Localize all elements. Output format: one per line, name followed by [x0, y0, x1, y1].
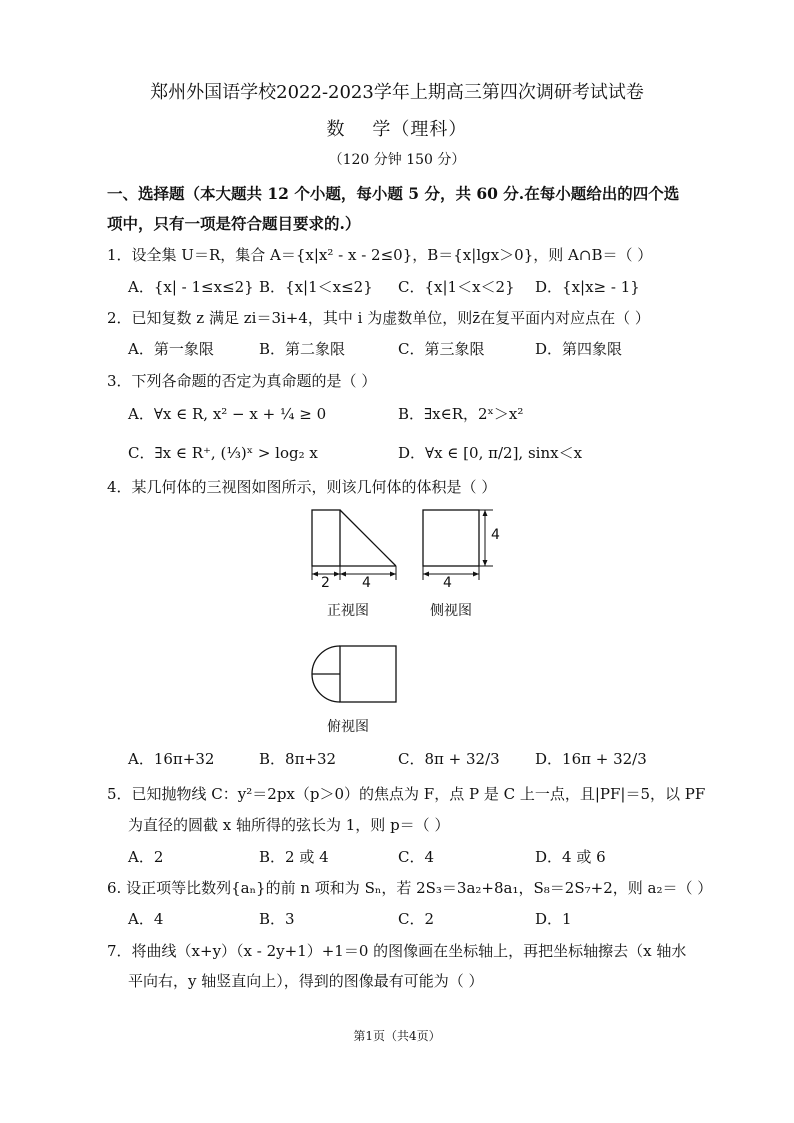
q5-stem-line1: 5．已知抛物线 C：y²＝2px（p＞0）的焦点为 F，点 P 是 C 上一点，且|PF|＝5，以 PF [107, 785, 706, 803]
q3-option-b: B．∃x∈R，2ˣ＞x² [398, 405, 524, 423]
q6-option-c: C．2 [398, 910, 435, 928]
q1-option-a: A．{x| - 1≤x≤2} [128, 278, 254, 296]
q7-stem-line2: 平向右，y 轴竖直向上），得到的图像最有可能为（ ） [128, 972, 484, 990]
dim-label-4-side-height: 4 [491, 527, 500, 543]
q1-option-c: C．{x|1＜x＜2} [398, 278, 515, 296]
dim-label-2: 2 [321, 575, 330, 591]
side-view-figure [415, 500, 515, 600]
top-view-figure [300, 640, 410, 710]
q2-option-c: C．第三象限 [398, 340, 485, 358]
q5-option-b: B．2 或 4 [259, 848, 329, 866]
section-heading-line1: 一、选择题（本大题共 12 个小题，每小题 5 分，共 60 分.在每小题给出的四个选 [107, 184, 680, 203]
q7-stem-line1: 7．将曲线（x+y）（x - 2y+1）+1＝0 的图像画在坐标轴上，再把坐标轴擦去（x 轴水 [107, 942, 687, 960]
q5-stem-line2: 为直径的圆截 x 轴所得的弦长为 1，则 p＝（ ） [128, 816, 450, 834]
front-view-label: 正视图 [327, 603, 369, 619]
q2-stem: 2．已知复数 z 满足 zi＝3i+4，其中 i 为虚数单位，则z̄在复平面内对应点在（ ） [107, 309, 650, 327]
q3-option-a: A．∀x ∈ R, x² − x + ¼ ≥ 0 [128, 405, 327, 423]
dim-label-4-front: 4 [362, 575, 371, 591]
section-heading-line2: 项中，只有一项是符合题目要求的.） [107, 214, 361, 233]
q3-option-c: C．∃x ∈ R⁺, (⅓)ˣ > log₂ x [128, 444, 318, 462]
dim-label-4-side-width: 4 [443, 575, 452, 591]
q2-option-a: A．第一象限 [128, 340, 214, 358]
q4-option-d: D．16π + 32/3 [535, 750, 647, 768]
q3-stem: 3．下列各命题的否定为真命题的是（ ） [107, 372, 377, 390]
q2-option-d: D．第四象限 [535, 340, 623, 358]
q4-stem: 4．某几何体的三视图如图所示，则该几何体的体积是（ ） [107, 478, 497, 496]
q6-option-b: B．3 [259, 910, 295, 928]
q4-option-a: A．16π+32 [128, 750, 215, 768]
q4-option-c: C．8π + 32/3 [398, 750, 500, 768]
front-view-figure [300, 500, 420, 600]
time-score: （120 分钟 150 分） [328, 152, 466, 168]
q2-option-b: B．第二象限 [259, 340, 346, 358]
q1-option-d: D．{x|x≥ - 1} [535, 278, 640, 296]
q6-option-d: D．1 [535, 910, 572, 928]
page-number: 第1页（共4页） [353, 1029, 441, 1043]
q3-option-d: D．∀x ∈ [0, π/2], sinx＜x [398, 444, 583, 462]
q5-option-d: D．4 或 6 [535, 848, 606, 866]
side-view-label: 侧视图 [430, 603, 472, 619]
q5-option-a: A．2 [128, 848, 164, 866]
q5-option-c: C．4 [398, 848, 435, 866]
top-view-label: 俯视图 [327, 719, 369, 735]
q4-option-b: B．8π+32 [259, 750, 337, 768]
exam-title: 郑州外国语学校2022-2023学年上期高三第四次调研考试试卷 [150, 82, 644, 103]
q6-stem: 6. 设正项等比数列{aₙ}的前 n 项和为 Sₙ，若 2S₃＝3a₂+8a₁，S₈＝2S₇+2，则 a₂＝（ ） [107, 879, 713, 897]
subject-title: 数 学（理科） [326, 119, 468, 140]
q1-option-b: B．{x|1＜x≤2} [259, 278, 373, 296]
q1-stem: 1．设全集 U＝R，集合 A＝{x|x² - x - 2≤0}，B＝{x|lgx＞0}，则 A∩B＝（ ） [107, 246, 653, 264]
q6-option-a: A．4 [128, 910, 164, 928]
